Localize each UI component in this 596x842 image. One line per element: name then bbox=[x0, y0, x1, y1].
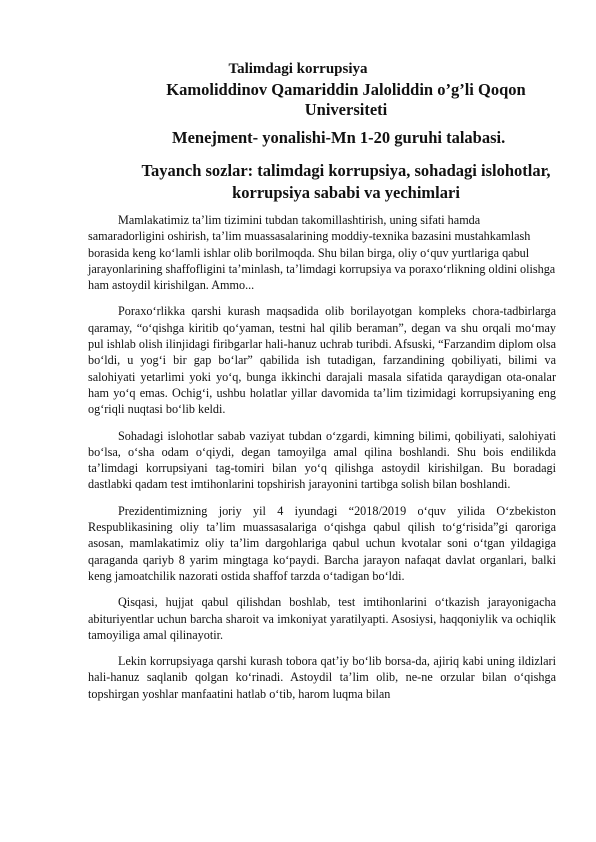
paragraph: Sohadagi islohotlar sabab vaziyat tubdan o‘zgardi, kimning bilimi, qobiliyati, salohiyati bo‘lsa, o‘sha odam o‘qiydi, degan tamoyilga amal qilina boshlandi. Shu bois endilikda ta’limdagi korrupsiyani tag-tomiri bilan yo‘q qilishga astoydil kirishilgan. Bu boradagi dastlabki qadam test imtihonlarini topshirish jarayonini tartibga solish bilan boshlandi. bbox=[88, 428, 556, 492]
program-line: Menejment- yonalishi-Mn 1-20 guruhi talabasi. bbox=[172, 128, 506, 147]
document-title: Talimdagi korrupsiya bbox=[228, 61, 368, 77]
body-text bbox=[88, 212, 556, 712]
author-line: Kamoliddinov Qamariddin Jaloliddin o’g’li Qoqon Universiteti bbox=[166, 80, 526, 119]
paragraph: Qisqasi, hujjat qabul qilishdan boshlab, test imtihonlarini o‘tkazish jarayonigacha abituriyentlar uchun barcha sharoit va imkoniyat yaratilyapti. Asosiysi, haqqoniylik va ochiqlik tamoyiliga amal qilinayotir. bbox=[88, 595, 556, 642]
paragraph: Prezidentimizning joriy yil 4 iyundagi “2018/2019 o‘quv yilida O‘zbekiston Respublikasining oliy ta’lim muassasalariga o‘qishga qabul qilish to‘g‘risida”gi qaroriga asosan, mamlakatimiz oliy ta’lim dargohlariga qabul uchun kvotalar soni o‘tgan yildagiga qaraganda qariyb 8 yarim mingtaga ko‘paydi. Barcha jarayon nafaqat davlat organlari, balki keng jamoatchilik nazorati ostida shaffof tarzda o‘tadigan bo‘ldi. bbox=[88, 503, 556, 583]
paragraph: Mamlakatimiz ta’lim tizimini tubdan takomillashtirish, uning sifati hamda samaradorligini oshirish, ta’lim muassasalarining moddiy-texnika bazasini mustahkamlash borasida keng ko‘lamli ishlar olib borilmoqda. Shu bilan birga, oliy o‘quv yurtlariga qabul jarayonlarining shaffofligini ta’minlash, ta’limdagi korrupsiya va poraxo‘rlikning oldini olishga ham astoydil kirishilgan. Ammo... bbox=[88, 213, 556, 293]
paragraph: Poraxo‘rlikka qarshi kurash maqsadida olib borilayotgan kompleks chora-tadbirlarga qaramay, “o‘qishga kiritib qo‘yaman, testni hal qilib beraman”, degan va shu orqali mo‘may pul ishlab olish ilinjidagi firibgarlar hali-hanuz uchrab turibdi. Afsuski, “Farzandim diplom olsa bo‘ldi, u yog‘i bir gap bo‘lar” qabilida ish tutadigan, farzandining qobiliyati, bilimi va salohiyati yetarlimi yoki yo‘q, bunga ikkinchi darajali masala sifatida qaraydigan ota-onalar ham yo‘q emas. Ochig‘i, ushbu holatlar yillar davomida ta’lim tizimidagi korrupsiyaning eng og‘riqli nuqtasi bo‘lib keldi. bbox=[88, 304, 556, 417]
keywords-line: Tayanch sozlar: talimdagi korrupsiya, sohadagi islohotlar, korrupsiya sababi va yechimlari bbox=[141, 161, 551, 202]
paragraph: Lekin korrupsiyaga qarshi kurash tobora qat’iy bo‘lib borsa-da, ajiriq kabi uning ildizlari hali-hanuz saqlanib qolgan ko‘rinadi. Astoydil ta’lim olib, ne-ne orzular bilan o‘qishga topshirgan yoshlar manfaatini hatlab o‘tib, harom luqma bilan bbox=[88, 654, 556, 701]
